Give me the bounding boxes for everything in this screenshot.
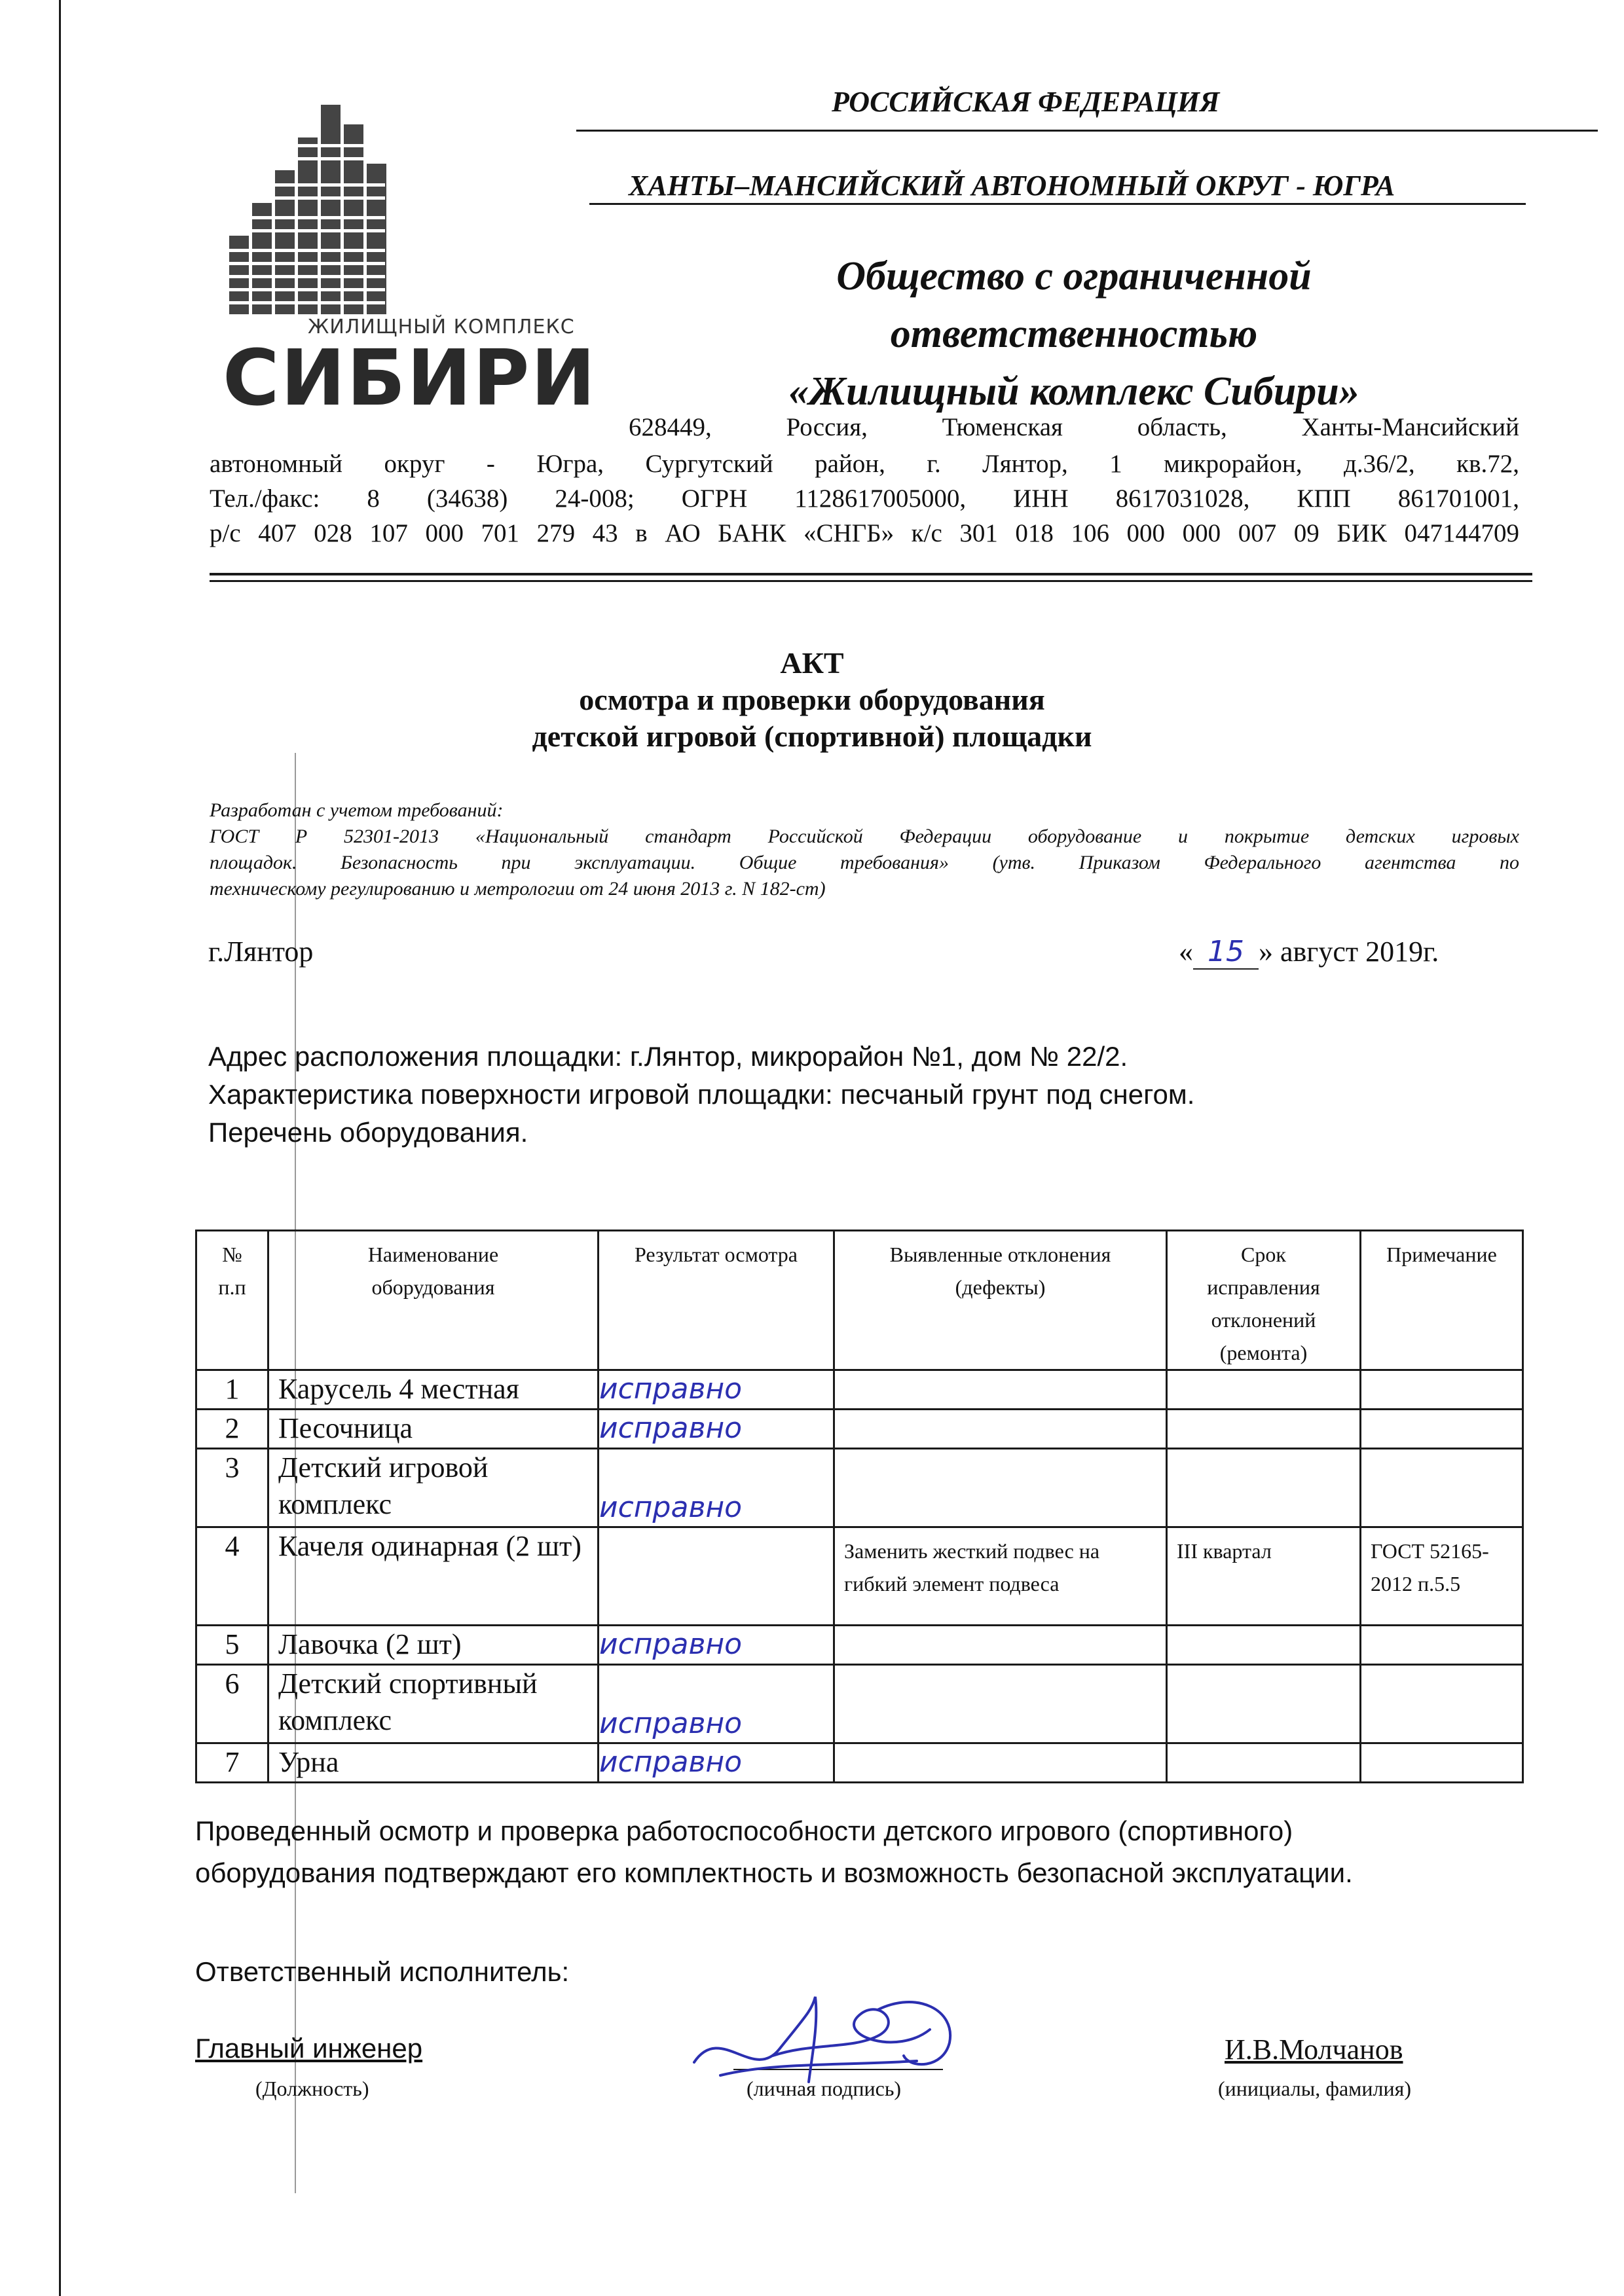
requirements-line: площадок. Безопасность при эксплуатации. Общие требования» (утв. Приказом Федерального агентства по <box>210 852 1519 873</box>
site-info <box>208 1038 1194 1152</box>
surface-description: Характеристика поверхности игровой площадки: песчаный грунт под снегом. <box>208 1079 1195 1110</box>
header-text: (дефекты) <box>955 1275 1046 1299</box>
cell-name: Песочница <box>268 1410 599 1449</box>
header-text: (ремонта) <box>1219 1341 1308 1364</box>
table-row <box>196 1743 1523 1783</box>
date-day-handwritten: 15 <box>1193 935 1259 970</box>
cell-num: 6 <box>196 1665 268 1743</box>
cell-defects <box>834 1626 1167 1665</box>
cell-note <box>1361 1626 1523 1665</box>
signatory-name: И.В.Молчанов <box>1225 2033 1403 2066</box>
signatory-name-caption: (инициалы, фамилия) <box>1218 2077 1412 2100</box>
header-defects <box>834 1231 1167 1370</box>
building-graphic <box>216 98 570 314</box>
header-num <box>196 1231 268 1370</box>
requirements-note <box>210 797 1519 902</box>
cell-term <box>1167 1743 1361 1783</box>
cell-num: 7 <box>196 1743 268 1783</box>
address-line: 628449, Россия, Тюменская область, Ханты-Мансийский <box>629 413 1519 441</box>
cell-result-handwritten: исправно <box>599 1449 834 1527</box>
responsible-label: Ответственный исполнитель: <box>195 1956 570 1987</box>
cell-name: Урна <box>268 1743 599 1783</box>
date-open-quote: « <box>1179 936 1193 968</box>
cell-term: III квартал <box>1167 1527 1361 1626</box>
cell-result-handwritten: исправно <box>599 1370 834 1410</box>
cell-result-handwritten: исправно <box>599 1743 834 1783</box>
date-month-year: » август 2019г. <box>1259 936 1439 968</box>
table-row <box>196 1370 1523 1410</box>
conclusion <box>195 1810 1524 1894</box>
address-block <box>210 446 1519 551</box>
title-line: детской игровой (спортивной) площадки <box>532 720 1092 753</box>
cell-note <box>1361 1449 1523 1527</box>
header-text: Выявленные отклонения <box>889 1243 1111 1266</box>
header-text: Наименование <box>367 1243 499 1266</box>
cell-name: Детский игровой комплекс <box>268 1449 599 1527</box>
cell-note <box>1361 1665 1523 1743</box>
header-text: отклонений <box>1211 1308 1316 1332</box>
cell-result-handwritten <box>599 1527 834 1626</box>
header-term <box>1167 1231 1361 1370</box>
cell-name: Лавочка (2 шт) <box>268 1626 599 1665</box>
cell-name: Качеля одинарная (2 шт) <box>268 1527 599 1626</box>
org-line: «Жилищный комплекс Сибири» <box>788 369 1359 414</box>
scan-edge-line-left <box>59 0 61 2296</box>
cell-note: ГОСТ 52165-2012 п.5.5 <box>1361 1527 1523 1626</box>
cell-result-handwritten: исправно <box>599 1665 834 1743</box>
cell-num: 5 <box>196 1626 268 1665</box>
document-title <box>288 645 1336 755</box>
cell-term <box>1167 1665 1361 1743</box>
cell-num: 3 <box>196 1449 268 1527</box>
cell-note <box>1361 1410 1523 1449</box>
cell-term <box>1167 1449 1361 1527</box>
requirements-line: ГОСТ Р 52301-2013 «Национальный стандарт Российской Федерации оборудование и покрытие детских игровых <box>210 826 1519 847</box>
place: г.Лянтор <box>208 936 314 968</box>
header-region: ХАНТЫ–МАНСИЙСКИЙ АВТОНОМНЫЙ ОКРУГ - ЮГРА <box>629 170 1395 202</box>
table-row <box>196 1665 1523 1743</box>
cell-term <box>1167 1410 1361 1449</box>
cell-num: 1 <box>196 1370 268 1410</box>
equipment-table <box>195 1230 1524 1783</box>
table-row <box>196 1626 1523 1665</box>
header-rule-1 <box>576 130 1598 132</box>
cell-defects <box>834 1449 1167 1527</box>
cell-note <box>1361 1743 1523 1783</box>
table-row <box>196 1410 1523 1449</box>
cell-defects <box>834 1410 1167 1449</box>
address-line: р/с 407 028 107 000 701 279 43 в АО БАНК «СНГБ» к/с 301 018 106 000 000 007 09 БИК 047144709 <box>210 519 1519 547</box>
company-logo <box>216 98 597 423</box>
document-date <box>1179 935 1439 970</box>
header-text: оборудования <box>371 1275 495 1299</box>
conclusion-line: оборудования подтверждают его комплектность и возможность безопасной эксплуатации. <box>195 1857 1353 1888</box>
cell-defects: Заменить жесткий подвес на гибкий элемент подвеса <box>834 1527 1167 1626</box>
cell-note <box>1361 1370 1523 1410</box>
header-text: Примечание <box>1386 1243 1497 1266</box>
header-text: п.п <box>218 1275 246 1299</box>
cell-defects <box>834 1665 1167 1743</box>
position: Главный инженер <box>195 2033 423 2064</box>
table-header-row <box>196 1231 1523 1370</box>
header-text: Результат осмотра <box>634 1243 798 1266</box>
title-line: осмотра и проверки оборудования <box>579 683 1045 716</box>
table-row <box>196 1527 1523 1626</box>
header-text: № <box>222 1243 242 1266</box>
cell-num: 2 <box>196 1410 268 1449</box>
cell-num: 4 <box>196 1527 268 1626</box>
logo-name: СИБИРИ <box>223 333 597 423</box>
address-line: автономный округ - Югра, Сургутский район, г. Лянтор, 1 микрорайон, д.36/2, кв.72, <box>210 450 1519 478</box>
cell-defects <box>834 1743 1167 1783</box>
address-line: Тел./факс: 8 (34638) 24-008; ОГРН 1128617005000, ИНН 8617031028, КПП 861701001, <box>210 484 1519 513</box>
conclusion-line: Проведенный осмотр и проверка работоспособности детского игрового (спортивного) <box>195 1815 1293 1846</box>
equipment-list-heading: Перечень оборудования. <box>208 1117 528 1148</box>
cell-term <box>1167 1370 1361 1410</box>
cell-result-handwritten: исправно <box>599 1410 834 1449</box>
requirements-heading: Разработан с учетом требований: <box>210 799 504 821</box>
requirements-line: техническому регулированию и метрологии от 24 июня 2013 г. N 182-ст) <box>210 878 826 900</box>
logo-subtitle: ЖИЛИЩНЫЙ КОМПЛЕКС <box>308 316 575 338</box>
cell-name: Детский спортивный комплекс <box>268 1665 599 1743</box>
cell-term <box>1167 1626 1361 1665</box>
cell-result-handwritten: исправно <box>599 1626 834 1665</box>
title-line: АКТ <box>780 646 844 680</box>
site-address: Адрес расположения площадки: г.Лянтор, микрорайон №1, дом № 22/2. <box>208 1041 1128 1072</box>
header-rule-2 <box>589 203 1526 205</box>
header-double-rule-top <box>210 573 1532 575</box>
cell-name: Карусель 4 местная <box>268 1370 599 1410</box>
cell-defects <box>834 1370 1167 1410</box>
position-caption: (Должность) <box>255 2077 369 2100</box>
header-country: РОССИЙСКАЯ ФЕДЕРАЦИЯ <box>832 86 1220 118</box>
header-name <box>268 1231 599 1370</box>
table-row <box>196 1449 1523 1527</box>
organization-name <box>655 247 1493 420</box>
org-line: ответственностью <box>890 312 1258 356</box>
header-result <box>599 1231 834 1370</box>
header-text: исправления <box>1207 1275 1320 1299</box>
header-double-rule-bottom <box>210 580 1532 582</box>
org-line: Общество с ограниченной <box>836 254 1312 299</box>
header-note <box>1361 1231 1523 1370</box>
header-text: Срок <box>1241 1243 1286 1266</box>
signature-caption: (личная подпись) <box>747 2077 902 2100</box>
